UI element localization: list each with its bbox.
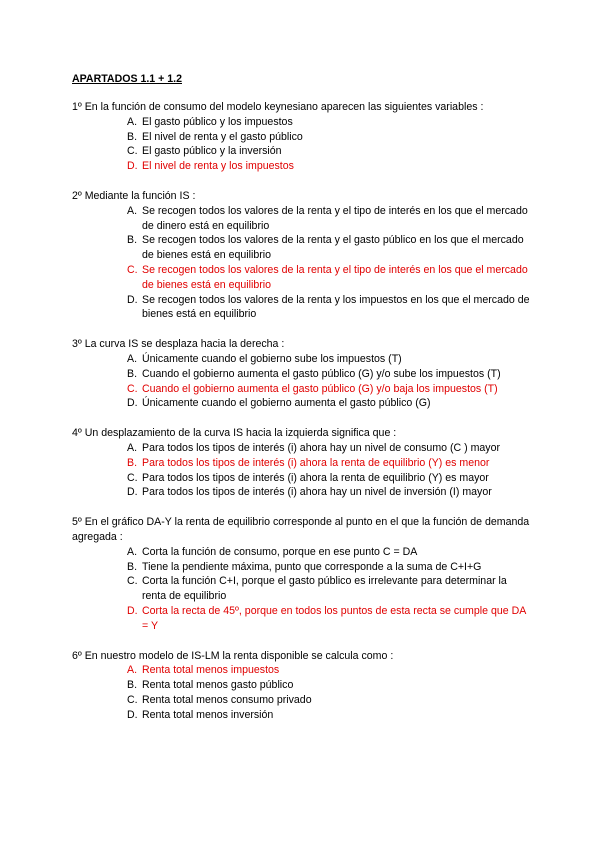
option-text: Únicamente cuando el gobierno aumenta el gasto público (G): [142, 397, 431, 410]
answer-option: [72, 204, 532, 234]
option-letter: A.: [127, 115, 138, 128]
question-list: [72, 100, 532, 722]
option-letter: C.: [127, 382, 138, 395]
answer-options: [72, 663, 532, 722]
option-text: Únicamente cuando el gobierno sube los impuestos (T): [142, 352, 402, 365]
answer-options: [72, 204, 532, 322]
option-letter: A.: [127, 441, 138, 454]
option-letter: C.: [127, 471, 138, 484]
answer-option: [72, 545, 532, 560]
option-text: Renta total menos impuestos: [142, 664, 280, 677]
answer-option: [72, 441, 532, 456]
answer-option: [72, 693, 532, 708]
answer-option: [72, 471, 532, 486]
question-4: [72, 426, 532, 500]
answer-option: [72, 352, 532, 367]
answer-option: [72, 367, 532, 382]
option-letter: B.: [127, 456, 138, 469]
option-text: Renta total menos gasto público: [142, 679, 294, 692]
option-letter: D.: [127, 293, 138, 306]
option-letter: D.: [127, 708, 138, 721]
option-letter: A.: [127, 352, 138, 365]
answer-option: [72, 485, 532, 500]
answer-option: [72, 396, 532, 411]
question-text: 2º Mediante la función IS :: [72, 189, 196, 202]
answer-option-correct: [72, 159, 532, 174]
option-text: El nivel de renta y los impuestos: [142, 160, 294, 173]
answer-options: [72, 115, 532, 174]
answer-option: [72, 130, 532, 145]
section-heading: APARTADOS 1.1 + 1.2: [72, 73, 182, 85]
option-letter: B.: [127, 560, 138, 573]
option-letter: B.: [127, 234, 138, 247]
option-letter: B.: [127, 367, 138, 380]
option-letter: B.: [127, 679, 138, 692]
answer-option: [72, 560, 532, 575]
question-text: 1º En la función de consumo del modelo keynesiano aparecen las siguientes variables :: [72, 101, 484, 113]
answer-option-correct: [72, 382, 532, 397]
answer-option-correct: [72, 604, 532, 634]
option-text: Cuando el gobierno aumenta el gasto público (G) y/o sube los impuestos (T): [142, 367, 501, 380]
option-letter: A.: [127, 664, 138, 677]
option-letter: B.: [127, 130, 138, 143]
option-text: Renta total menos inversión: [142, 708, 274, 721]
question-5: [72, 515, 532, 633]
option-text: El gasto público y los impuestos: [142, 115, 293, 128]
question-2: [72, 189, 532, 322]
option-text: Para todos los tipos de interés (i) ahora hay un nivel de inversión (I) mayor: [142, 486, 492, 499]
answer-option-correct: [72, 456, 532, 471]
option-text: Se recogen todos los valores de la renta y el tipo de interés en los que el mercado de dinero está en equilibrio: [142, 204, 528, 232]
answer-options: [72, 441, 532, 500]
option-text: Corta la recta de 45º, porque en todos los puntos de esta recta se cumple que DA = Y: [142, 604, 526, 632]
answer-option: [72, 293, 532, 323]
option-text: Se recogen todos los valores de la renta y los impuestos en los que el mercado de bienes está en equilibrio: [142, 293, 530, 321]
answer-options: [72, 545, 532, 634]
option-text: Cuando el gobierno aumenta el gasto público (G) y/o baja los impuestos (T): [142, 382, 498, 395]
option-letter: D.: [127, 160, 138, 173]
answer-option-correct: [72, 263, 532, 293]
question-3: [72, 337, 532, 411]
document-page: [72, 72, 532, 737]
question-text: 4º Un desplazamiento de la curva IS hacia la izquierda significa que :: [72, 427, 397, 440]
answer-option: [72, 708, 532, 723]
answer-option-correct: [72, 663, 532, 678]
option-text: Para todos los tipos de interés (i) ahora hay un nivel de consumo (C ) mayor: [142, 441, 501, 454]
option-letter: A.: [127, 545, 138, 558]
option-text: Para todos los tipos de interés (i) ahora la renta de equilibrio (Y) es menor: [142, 456, 490, 469]
option-text: Tiene la pendiente máxima, punto que corresponde a la suma de C+I+G: [142, 560, 482, 573]
option-text: Corta la función C+I, porque el gasto público es irrelevante para determinar la renta de equilibrio: [142, 575, 507, 603]
answer-option: [72, 678, 532, 693]
option-letter: D.: [127, 604, 138, 617]
option-letter: D.: [127, 397, 138, 410]
option-letter: D.: [127, 486, 138, 499]
question-6: [72, 649, 532, 723]
question-text: 5º En el gráfico DA-Y la renta de equilibrio corresponde al punto en el que la función de demanda agregada :: [72, 516, 530, 543]
answer-option: [72, 574, 532, 604]
answer-option: [72, 115, 532, 130]
option-letter: C.: [127, 575, 138, 588]
option-letter: C.: [127, 145, 138, 158]
option-letter: C.: [127, 693, 138, 706]
option-text: Se recogen todos los valores de la renta y el tipo de interés en los que el mercado de bienes está en equilibrio: [142, 263, 528, 291]
answer-option: [72, 233, 532, 263]
answer-option: [72, 144, 532, 159]
option-text: El gasto público y la inversión: [142, 145, 282, 158]
option-text: Corta la función de consumo, porque en ese punto C = DA: [142, 545, 418, 558]
option-text: El nivel de renta y el gasto público: [142, 130, 303, 143]
option-letter: C.: [127, 263, 138, 276]
option-text: Se recogen todos los valores de la renta y el gasto público en los que el mercado de bienes está en equilibrio: [142, 234, 524, 262]
option-text: Renta total menos consumo privado: [142, 693, 312, 706]
option-text: Para todos los tipos de interés (i) ahora la renta de equilibrio (Y) es mayor: [142, 471, 489, 484]
answer-options: [72, 352, 532, 411]
question-1: [72, 100, 532, 174]
option-letter: A.: [127, 204, 138, 217]
question-text: 6º En nuestro modelo de IS-LM la renta disponible se calcula como :: [72, 649, 394, 662]
question-text: 3º La curva IS se desplaza hacia la derecha :: [72, 338, 285, 351]
